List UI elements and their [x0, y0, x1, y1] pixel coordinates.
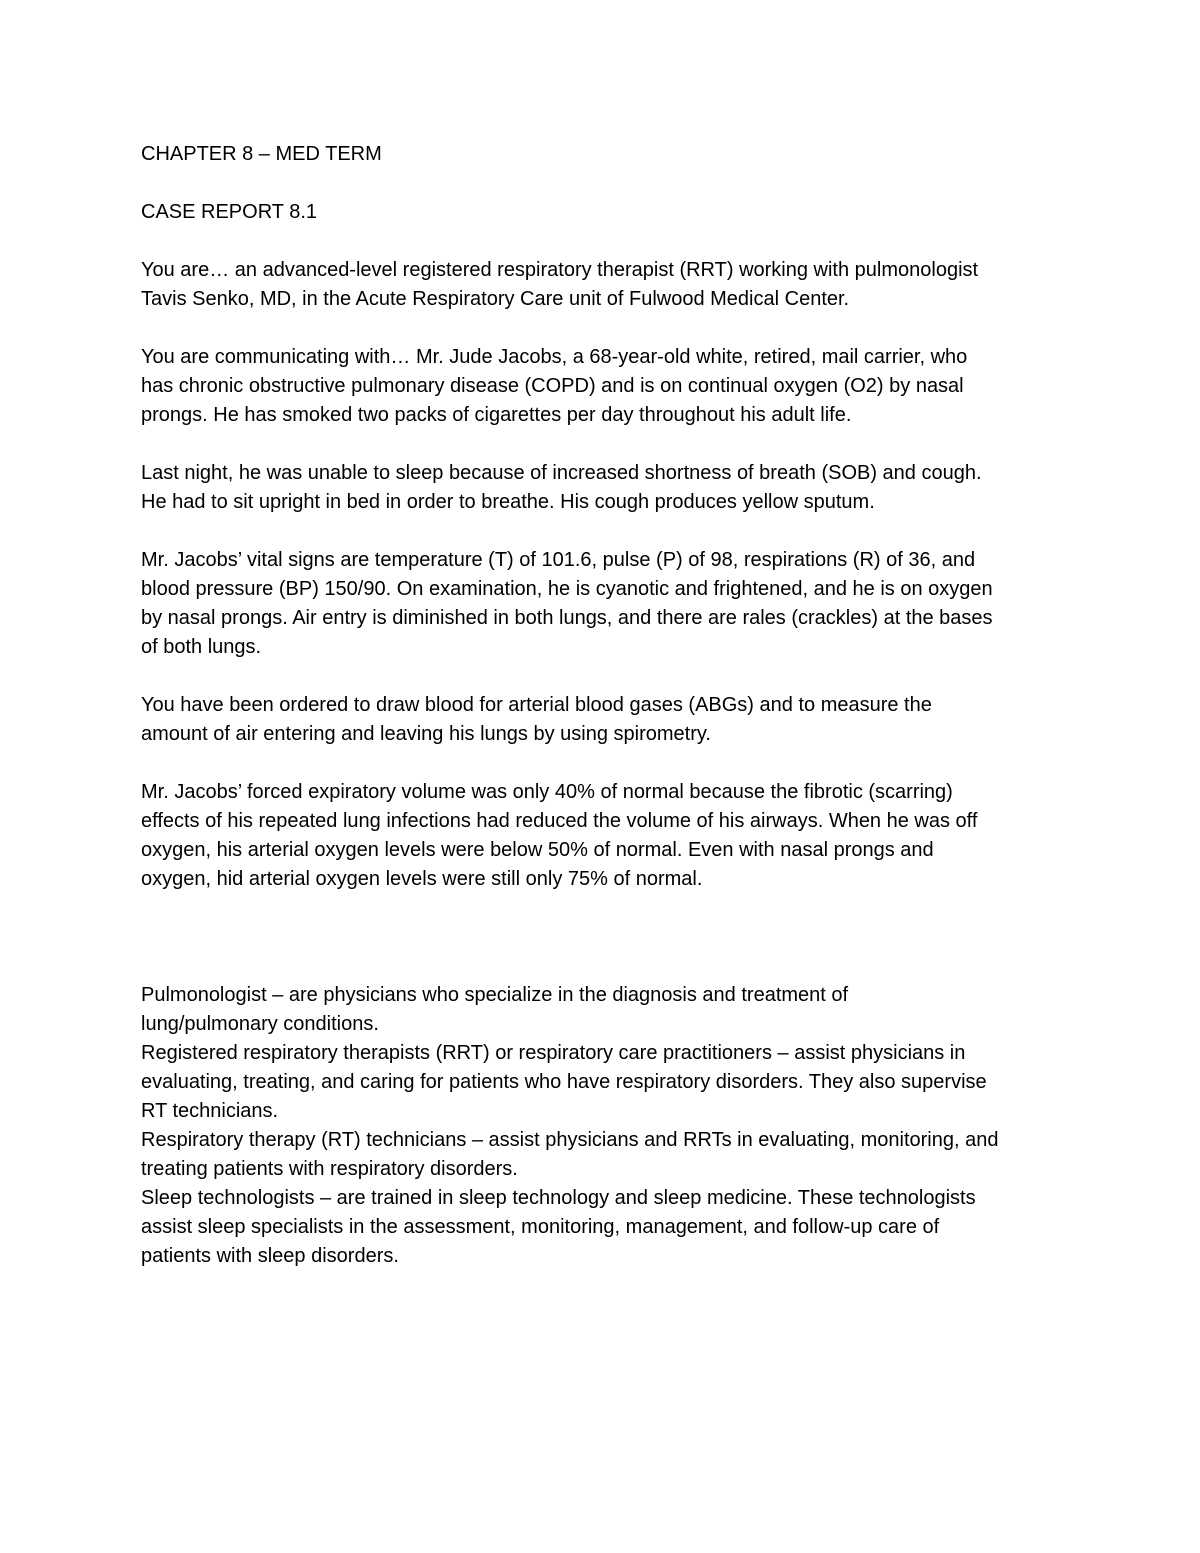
- spacer: [141, 662, 1071, 691]
- definition-line: lung/pulmonary conditions.: [141, 1013, 379, 1035]
- definition-line: patients with sleep disorders.: [141, 1245, 399, 1267]
- paragraph-line: has chronic obstructive pulmonary disease (COPD) and is on continual oxygen (O2) by nasal: [141, 375, 964, 397]
- document-content: [141, 140, 1071, 1271]
- paragraph-line: of both lungs.: [141, 636, 262, 658]
- definition-line: evaluating, treating, and caring for patients who have respiratory disorders. They also supervise: [141, 1071, 987, 1093]
- definition-line: RT technicians.: [141, 1100, 279, 1122]
- paragraph-line: effects of his repeated lung infections had reduced the volume of his airways. When he was off: [141, 810, 978, 832]
- paragraph-line: Tavis Senko, MD, in the Acute Respiratory Care unit of Fulwood Medical Center.: [141, 288, 850, 310]
- paragraph-patient: [141, 343, 1071, 430]
- paragraph-line: He had to sit upright in bed in order to breathe. His cough produces yellow sputum.: [141, 491, 875, 513]
- paragraph-line: Mr. Jacobs’ vital signs are temperature (T) of 101.6, pulse (P) of 98, respirations (R) of 36, and: [141, 549, 976, 571]
- spacer: [141, 227, 1071, 256]
- paragraph-line: oxygen, his arterial oxygen levels were below 50% of normal. Even with nasal prongs and: [141, 839, 934, 861]
- paragraph-line: You have been ordered to draw blood for arterial blood gases (ABGs) and to measure the: [141, 694, 932, 716]
- definition-line: Pulmonologist – are physicians who specialize in the diagnosis and treatment of: [141, 984, 849, 1006]
- case-report-title: CASE REPORT 8.1: [141, 201, 317, 223]
- spacer: [141, 430, 1071, 459]
- spacer: [141, 169, 1071, 198]
- paragraph-line: amount of air entering and leaving his lungs by using spirometry.: [141, 723, 711, 745]
- definition-line: Respiratory therapy (RT) technicians – assist physicians and RRTs in evaluating, monitoring, and: [141, 1129, 999, 1151]
- definition-line: Registered respiratory therapists (RRT) or respiratory care practitioners – assist physicians in: [141, 1042, 966, 1064]
- paragraph-line: You are… an advanced-level registered respiratory therapist (RRT) working with pulmonologist: [141, 259, 979, 281]
- paragraph-line: oxygen, hid arterial oxygen levels were still only 75% of normal.: [141, 868, 703, 890]
- spacer: [141, 749, 1071, 778]
- paragraph-line: by nasal prongs. Air entry is diminished in both lungs, and there are rales (crackles) at the bases: [141, 607, 993, 629]
- paragraph-line: You are communicating with… Mr. Jude Jacobs, a 68-year-old white, retired, mail carrier, who: [141, 346, 968, 368]
- spacer: [141, 894, 1071, 981]
- chapter-title: CHAPTER 8 – MED TERM: [141, 143, 382, 165]
- paragraph-line: Last night, he was unable to sleep because of increased shortness of breath (SOB) and cough.: [141, 462, 982, 484]
- definitions-section: [141, 981, 1071, 1271]
- paragraph-vital-signs: [141, 546, 1071, 662]
- definition-line: treating patients with respiratory disorders.: [141, 1158, 518, 1180]
- definition-line: Sleep technologists – are trained in sleep technology and sleep medicine. These technologists: [141, 1187, 976, 1209]
- spacer: [141, 517, 1071, 546]
- paragraph-last-night: [141, 459, 1071, 517]
- spacer: [141, 314, 1071, 343]
- paragraph-line: blood pressure (BP) 150/90. On examination, he is cyanotic and frightened, and he is on oxygen: [141, 578, 993, 600]
- definition-line: assist sleep specialists in the assessment, monitoring, management, and follow-up care of: [141, 1216, 940, 1238]
- paragraph-role: [141, 256, 1071, 314]
- paragraph-line: Mr. Jacobs’ forced expiratory volume was only 40% of normal because the fibrotic (scarring): [141, 781, 953, 803]
- paragraph-line: prongs. He has smoked two packs of cigarettes per day throughout his adult life.: [141, 404, 852, 426]
- paragraph-orders: [141, 691, 1071, 749]
- paragraph-results: [141, 778, 1071, 894]
